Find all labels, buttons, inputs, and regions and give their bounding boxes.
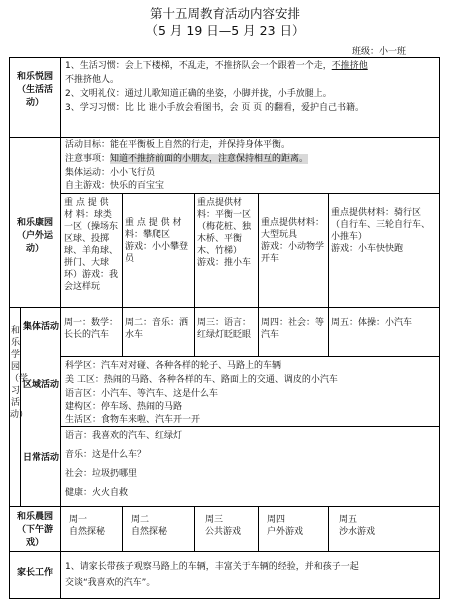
afternoon-day: 周三 公共游戏: [205, 515, 242, 537]
outdoor-note: 集体运动：小小飞行员: [65, 168, 156, 178]
afternoon-day: 周五 沙水游戏: [339, 515, 376, 537]
daily-line: 社会：垃圾扔哪里: [65, 469, 138, 479]
zone-line: 语言区：小汽车、等汽车、这是什么车: [65, 389, 219, 399]
outdoor-note: 自主游戏：快乐的百宝宝: [65, 181, 165, 191]
zone-line: 科学区：汽车对对碰、各种各样的轮子、马路上的车辆: [65, 361, 282, 371]
schedule-table: [9, 57, 440, 599]
daily-line: 音乐：这是什么车？: [65, 450, 147, 460]
section-label-afternoon: 和乐晨园（下午游戏）: [16, 512, 53, 548]
section-label-life: 和乐悦园（生活活动）: [16, 72, 53, 108]
page-title: 第十五周教育活动内容安排: [149, 6, 300, 21]
date-range: （5 月 19 日—5 月 23 日）: [145, 23, 305, 38]
outdoor-area-4: 重点提供材料：大型玩具 游戏：小动物学开车: [261, 218, 325, 264]
life-line: 不推挤他人。: [65, 75, 120, 85]
daily-line: 健康：火火自救: [65, 488, 129, 498]
life-line: 3、学习习惯：比 比 谁小手放会看图书，会 页 页 的翻看，爱护自己书籍。: [65, 103, 365, 113]
collective-day: 周四：社会：等汽车: [261, 318, 325, 340]
outdoor-note: 活动目标：能在平衡板上自然的行走，并保持身体平衡。: [65, 140, 291, 150]
collective-day: 周五：体操：小汽车: [331, 318, 413, 328]
zone-line: 生活区：食物车来啦、汽车开一开: [65, 415, 201, 425]
collective-day: 周二：音乐：洒水车: [125, 318, 189, 340]
section-label-learning: 和乐学园（学习活动）: [10, 326, 29, 420]
section-label-family: 家长工作: [16, 568, 53, 578]
outdoor-note: 注意事项：知道不推挤前面的小朋友，注意保持相互的距离。: [65, 154, 309, 164]
zone-line: 美 工区：热闹的马路、各种各样的车、路面上的交通、调皮的小汽车: [65, 375, 338, 385]
outdoor-area-3: 重点提供材料：平衡一区（梅花桩、独木桥、平衡木、竹梯） 游戏：推小车: [197, 198, 252, 268]
outdoor-area-1: 重 点 提 供 材 料：球类一区（操场东区球、投掷球、羊角球、拼门、大球环）游戏：我会这样玩: [64, 198, 119, 292]
collective-day: 周三：语言：红绿灯眨眨眼: [197, 318, 252, 340]
family-line: 交谈“我喜欢的汽车”。: [65, 578, 156, 588]
life-line: 2、文明礼仪：通过儿歌知道正确的坐姿，小脚并拢，小手放腿上。: [65, 89, 332, 99]
life-line: 1、生活习惯：会上下楼梯，不乱走，不推挤队会一个跟着一个走，不推挤他: [65, 61, 368, 71]
zone-label: 区域活动: [23, 380, 60, 390]
outdoor-area-2: 重 点 提 供 材 料：攀爬区 游戏：小小攀登员: [125, 218, 189, 264]
daily-line: 语言：我喜欢的汽车、红绿灯: [65, 431, 183, 441]
collective-label: 集体活动: [23, 322, 60, 332]
outdoor-area-5: 重点提供材料：骑行区（自行车、三轮自行车、小推车） 游戏：小车快快跑: [331, 208, 431, 254]
afternoon-day: 周二 自然探秘: [131, 515, 168, 537]
afternoon-day: 周四 户外游戏: [267, 515, 304, 537]
family-line: 1、请家长带孩子观察马路上的车辆，丰富关于车辆的经验，并和孩子一起: [65, 562, 359, 572]
afternoon-day: 周一 自然探秘: [69, 515, 106, 537]
section-label-outdoor: 和乐康园（户外运动）: [16, 218, 53, 254]
collective-day: 周一：数学：长长的汽车: [64, 318, 119, 340]
daily-label: 日常活动: [23, 453, 60, 463]
class-label: 班级：小一班: [352, 47, 407, 57]
zone-line: 建构区：停车场、热闹的马路: [65, 402, 183, 412]
